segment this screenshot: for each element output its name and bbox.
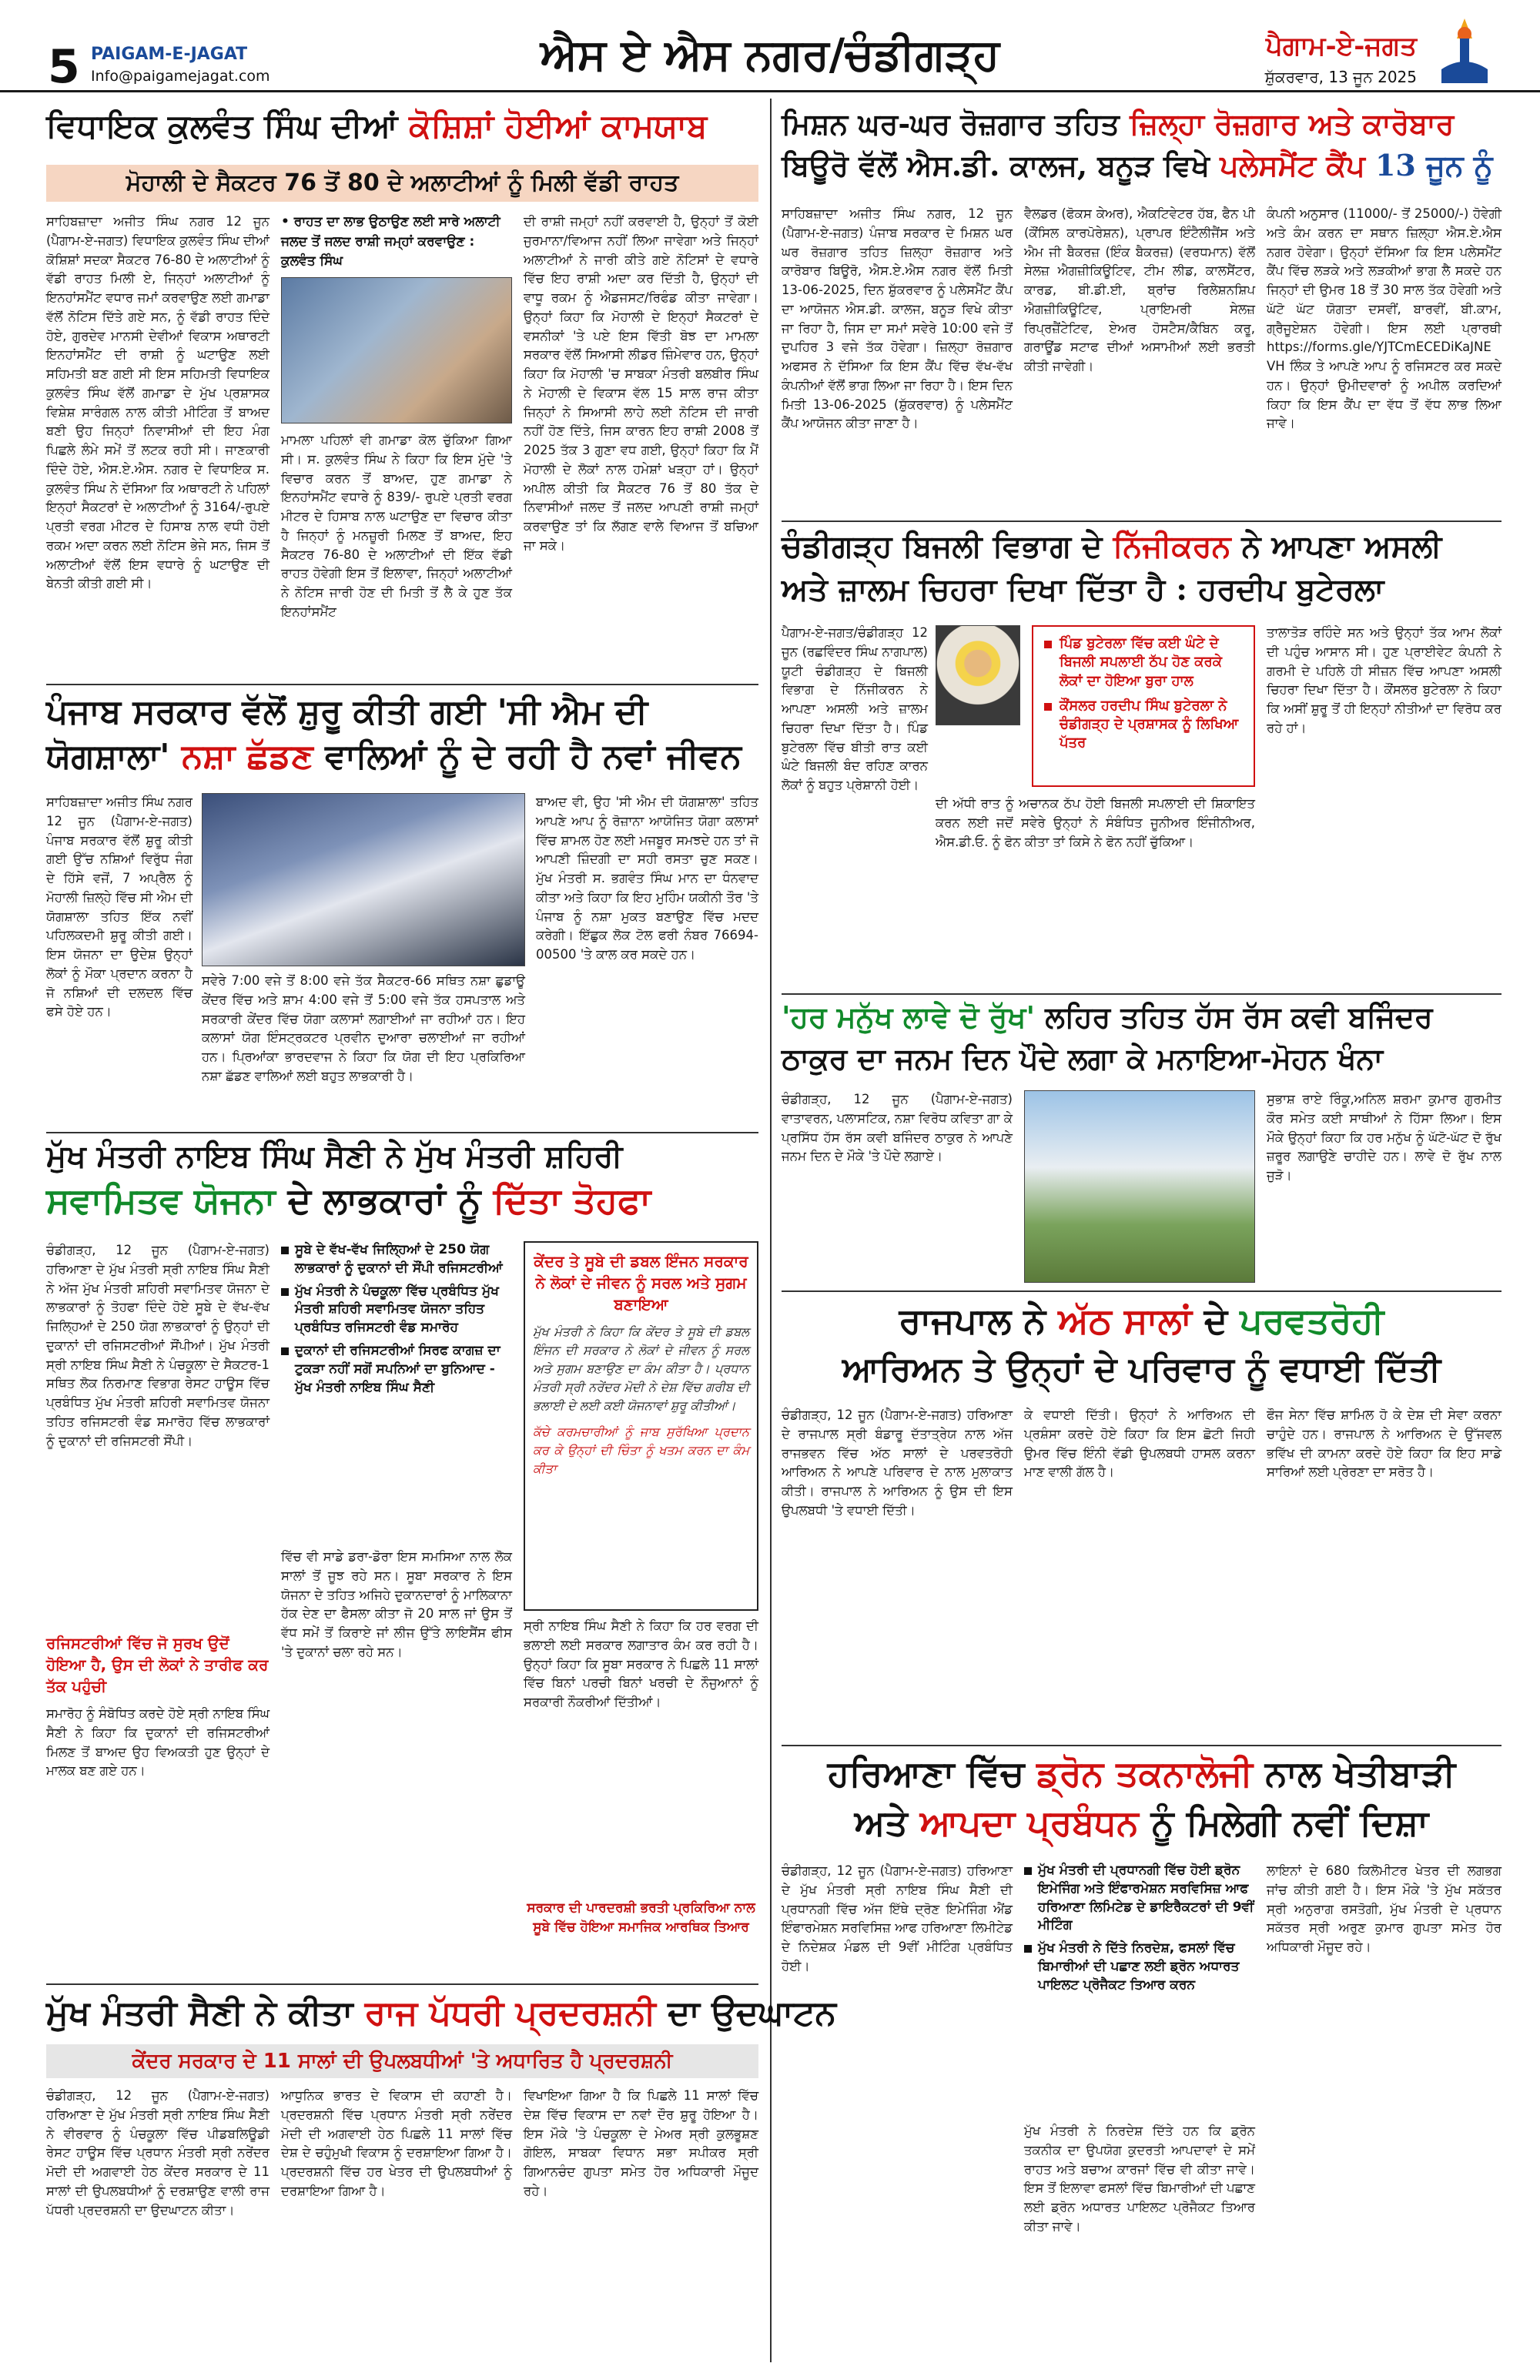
a3-col2: ਵਿੱਚ ਵੀ ਸਾਡੇ ਡਰਾ-ਡੋਰਾ ਇਸ ਸਮਸਿਆ ਨਾਲ ਲੋਕ ਸਾਲਾਂ ਤੋਂ ਜੂਝ ਰਹੇ ਸਨ। ਸੂਬਾ ਸਰਕਾਰ ਨੇ ਇਸ ਯੋਜਨਾ ਦੇ ਤਹਿਤ ਅਜਿਹੇ ਦੁਕਾਨਦਾਰਾਂ ਨੂੰ ਮਾਲਿਕਾਨਾ ਹੱਕ ਦੇਣ ਦਾ ਫੈਸਲਾ ਕੀਤਾ ਜੋ 20 ਸਾਲ ਜਾਂ ਉਸ ਤੋਂ ਵੱਧ ਸਮੇਂ ਤੋਂ ਕਿਰਾਏ ਜਾਂ ਲੀਜ ਉੱਤੇ ਲਾਇਸੈਂਸ ਫੀਸ 'ਤੇ ਦੁਕਾਨਾਂ ਚਲਾ ਰਹੇ ਸਨ। (281, 1549, 512, 1659)
b2-callout (1032, 625, 1255, 787)
a4-col1: ਚੰਡੀਗੜ੍ਹ, 12 ਜੂਨ (ਪੈਗਾਮ-ਏ-ਜਗਤ) ਹਰਿਆਣਾ ਦੇ ਮੁੱਖ ਮੰਤਰੀ ਸ੍ਰੀ ਨਾਇਬ ਸਿੰਘ ਸੈਣੀ ਨੇ ਵੀਰਵਾਰ ਨੂੰ ਪੰਚਕੂਲਾ ਵਿੱਚ ਪੀਡਬਲਿਊਡੀ ਰੇਸਟ ਹਾਊਸ ਵਿੱਚ ਪ੍ਰਧਾਨ ਮੰਤਰੀ ਸ੍ਰੀ ਨਰੇਂਦਰ ਮੋਦੀ ਦੀ ਅਗਵਾਈ ਹੇਠ ਕੇਂਦਰ ਸਰਕਾਰ ਦੇ 11 ਸਾਲਾਂ ਦੀ ਉਪਲਬਧੀਆਂ ਨੂੰ ਦਰਸ਼ਾਉਣ ਵਾਲੀ ਰਾਜ ਪੱਧਰੀ ਪ੍ਰਦਰਸ਼ਨੀ ਦਾ ਉਦਘਾਟਨ ਕੀਤਾ। (46, 2088, 270, 2218)
b5-head2-black1: ਅਤੇ (854, 1802, 920, 1843)
a4-head-black2: ਦਾ ਉਦਘਾਟਨ (655, 1993, 837, 2033)
b2-col3: ਤਾਲਾਤੋੜ ਰਹਿੰਦੇ ਸਨ ਅਤੇ ਉਨ੍ਹਾਂ ਤੱਕ ਆਮ ਲੋਕਾਂ ਦੀ ਪਹੁੰਚ ਆਸਾਨ ਸੀ। ਹੁਣ ਪ੍ਰਾਈਵੇਟ ਕੰਪਨੀ ਨੇ ਗਰਮੀ ਦੇ ਪਹਿਲੇ ਹੀ ਸੀਜ਼ਨ ਵਿੱਚ ਆਪਣਾ ਅਸਲੀ ਚਿਹਰਾ ਦਿਖਾ ਦਿੱਤਾ ਹੈ। ਕੌਂਸਲਰ ਬੁਟੇਰਲਾ ਨੇ ਕਿਹਾ ਕਿ ਅਸੀਂ ਸ਼ੁਰੂ ਤੋਂ ਹੀ ਇਨ੍ਹਾਂ ਨੀਤੀਆਂ ਦਾ ਵਿਰੋਧ ਕਰ ਰਹੇ ਹਾਂ। (1267, 625, 1502, 735)
b5-col3: ਲਾਇਨਾਂ ਦੇ 680 ਕਿਲੋਮੀਟਰ ਖੇਤਰ ਦੀ ਲਗਭਗ ਜਾਂਚ ਕੀਤੀ ਗਈ ਹੈ। ਇਸ ਮੌਕੇ 'ਤੇ ਮੁੱਖ ਸਕੱਤਰ ਸ੍ਰੀ ਅਨੁਰਾਗ ਰਸਤੋਗੀ, ਮੁੱਖ ਮੰਤਰੀ ਦੇ ਪ੍ਰਧਾਨ ਸਕੱਤਰ ਸ੍ਰੀ ਅਰੁਣ ਕੁਮਾਰ ਗੁਪਤਾ ਸਮੇਤ ਹੋਰ ਅਧਿਕਾਰੀ ਮੌਜੂਦ ਰਹੇ। (1267, 1863, 1502, 1954)
a3-mid-box (524, 1241, 758, 1611)
b4-headline-line2: ਆਰਿਅਨ ਤੇ ਉਨ੍ਹਾਂ ਦੇ ਪਰਿਵਾਰ ਨੂੰ ਵਧਾਈ ਦਿੱਤੀ (842, 1350, 1441, 1389)
a2-headline-line2 (46, 738, 758, 775)
a3-mid-red: ਕੱਚੇ ਕਰਮਚਾਰੀਆਂ ਨੂੰ ਜਾਬ ਸੁਰੱਖਿਆ ਪ੍ਰਦਾਨ ਕਰ ਕੇ ਉਨ੍ਹਾਂ ਦੀ ਚਿੰਤਾ ਨੂੰ ਖਤਮ ਕਰਨ ਦਾ ਕੰਮ ਕੀਤਾ (533, 1424, 749, 1476)
a4-head-red: ਰਾਜ ਪੱਧਰੀ ਪ੍ਰਦਰਸ਼ਨੀ (364, 1993, 656, 2033)
b4-col1: ਚੰਡੀਗੜ੍ਹ, 12 ਜੂਨ (ਪੈਗਾਮ-ਏ-ਜਗਤ) ਹਰਿਆਣਾ ਦੇ ਰਾਜਪਾਲ ਸ੍ਰੀ ਬੰਡਾਰੂ ਦੱਤਾਤ੍ਰੇਯ ਨਾਲ ਅੱਜ ਰਾਜਭਵਨ ਵਿੱਚ ਅੱਠ ਸਾਲਾਂ ਦੇ ਪਰਵਤਰੋਹੀ ਆਰਿਅਨ ਨੇ ਆਪਣੇ ਪਰਿਵਾਰ ਦੇ ਨਾਲ ਮੁਲਾਕਾਤ ਕੀਤੀ। ਰਾਜਪਾਲ ਨੇ ਆਰਿਅਨ ਨੂੰ ਉਸ ਦੀ ਇਸ ਉਪਲਬਧੀ 'ਤੇ ਵਧਾਈ ਦਿੱਤੀ। (782, 1408, 1013, 1518)
b5-headline-line2 (782, 1803, 1502, 1843)
b2-headline-line1 (782, 530, 1502, 564)
a3-col1: ਚੰਡੀਗੜ੍ਹ, 12 ਜੂਨ (ਪੈਗਾਮ-ਏ-ਜਗਤ) ਹਰਿਆਣਾ ਦੇ ਮੁੱਖ ਮੰਤਰੀ ਸ੍ਰੀ ਨਾਇਬ ਸਿੰਘ ਸੈਣੀ ਨੇ ਅੱਜ ਮੁੱਖ ਮੰਤਰੀ ਸ਼ਹਿਰੀ ਸਵਾਮਿਤਵ ਯੋਜਨਾ ਦੇ ਲਾਭਕਾਰਾਂ ਨੂੰ ਤੋਹਫਾ ਦਿੰਦੇ ਹੋਏ ਸੂਬੇ ਦੇ ਵੱਖ-ਵੱਖ ਜਿਲ੍ਹਿਆਂ ਦੇ 250 ਯੋਗ ਲਾਭਕਾਰਾਂ ਨੂੰ ਉਨ੍ਹਾਂ ਦੀ ਦੁਕਾਨਾਂ ਦੀ ਰਜਿਸਟਰੀਆਂ ਸੌਂਪੀਆਂ। ਮੁੱਖ ਮੰਤਰੀ ਸ੍ਰੀ ਨਾਇਬ ਸਿੰਘ ਸੈਣੀ ਨੇ ਪੰਚਕੂਲਾ ਦੇ ਸੈਕਟਰ-1 ਸਥਿਤ ਲੋਕ ਨਿਰਮਾਣ ਵਿਭਾਗ ਰੇਸਟ ਹਾਊਸ ਵਿੱਚ ਪ੍ਰਬੰਧਿਤ ਮੁੱਖ ਮੰਤਰੀ ਸ਼ਹਿਰੀ ਸਵਾਮਿਤਵ ਯੋਜਨਾ ਤਹਿਤ ਰਜਿਸਟਰੀ ਵੰਡ ਸਮਾਰੋਹ ਵਿੱਚ ਲਾਭਕਾਰਾਂ ਨੂੰ ਦੁਕਾਨਾਂ ਦੀ ਰਜਿਸਟਰੀ ਸੌਂਪੀ। (46, 1243, 270, 1448)
a3-mid-head: ਕੇਂਦਰ ਤੇ ਸੂਬੇ ਦੀ ਡਬਲ ਇੰਜਨ ਸਰਕਾਰ ਨੇ ਲੋਕਾਂ ਦੇ ਜੀਵਨ ਨੂੰ ਸਰਲ ਅਤੇ ਸੁਗਮ ਬਣਾਇਆ (534, 1252, 748, 1314)
section-title: ਐਸ ਏ ਐਸ ਨਗਰ/ਚੰਡੀਗੜ੍ਹ (540, 29, 1000, 80)
b2-head-black1: ਚੰਡੀਗੜ੍ਹ ਬਿਜਲੀ ਵਿਭਾਗ ਦੇ (782, 528, 1113, 564)
a4-headline (46, 1993, 837, 2033)
b5-head2-red: ਆਪਦਾ ਪ੍ਰਬੰਧਨ (919, 1802, 1139, 1843)
email: Info@paigamejagat.com (91, 68, 270, 85)
a3-headline-line1: ਮੁੱਖ ਮੰਤਰੀ ਨਾਇਬ ਸਿੰਘ ਸੈਣੀ ਨੇ ਮੁੱਖ ਮੰਤਰੀ ਸ਼ਹਿਰੀ (46, 1138, 623, 1174)
a2-head-black1: ਯੋਗਸ਼ਾਲਾ' (46, 737, 182, 776)
a2-head-black2: ਵਾਲਿਆਂ ਨੂੰ ਦੇ ਰਹੀ ਹੈ ਨਵਾਂ ਜੀਵਨ (313, 737, 742, 776)
b5-head2-black2: ਨੂੰ ਮਿਲੇਗੀ ਨਵੀਂ ਦਿਸ਼ਾ (1138, 1802, 1429, 1843)
b3-col2: ਸੁਭਾਸ਼ ਰਾਏ ਰਿੰਕੂ,ਅਨਿਲ ਸ਼ਰਮਾ ਕੁਮਾਰ ਗੁਰਮੀਤ ਕੌਰ ਸਮੇਤ ਕਈ ਸਾਥੀਆਂ ਨੇ ਹਿੱਸਾ ਲਿਆ। ਇਸ ਮੌਕੇ ਉਨ੍ਹਾਂ ਕਿਹਾ ਕਿ ਹਰ ਮਨੁੱਖ ਨੂੰ ਘੱਟੋ-ਘੱਟ ਦੋ ਰੁੱਖ ਜ਼ਰੂਰ ਲਗਾਉਣੇ ਚਾਹੀਦੇ ਹਨ। ਲਾਵੇ ਦੋ ਰੁੱਖ ਨਾਲ ਜੁੜੋ। (1267, 1092, 1502, 1183)
a3-head-green: ਸਵਾਮਿਤਵ ਯੋਜਨਾ (46, 1180, 276, 1221)
b1-col1: ਸਾਹਿਬਜ਼ਾਦਾ ਅਜੀਤ ਸਿੰਘ ਨਗਰ, 12 ਜੂਨ (ਪੈਗਾਮ-ਏ-ਜਗਤ) ਪੰਜਾਬ ਸਰਕਾਰ ਦੇ ਮਿਸ਼ਨ ਘਰ ਘਰ ਰੋਜ਼ਗਾਰ ਤਹਿਤ ਜ਼ਿਲ੍ਹਾ ਰੋਜ਼ਗਾਰ ਅਤੇ ਕਾਰੋਬਾਰ ਬਿਊਰੋ, ਐਸ.ਏ.ਐਸ ਨਗਰ ਵੱਲੋਂ ਮਿਤੀ 13-06-2025, ਦਿਨ ਸ਼ੁੱਕਰਵਾਰ ਨੂੰ ਪਲੇਸਮੈਂਟ ਕੈਂਪ ਦਾ ਆਯੋਜਨ ਐਸ.ਡੀ. ਕਾਲਜ, ਬਨੂੜ ਵਿਖੇ ਕੀਤਾ ਜਾ ਰਿਹਾ ਹੈ, ਜਿਸ ਦਾ ਸਮਾਂ ਸਵੇਰੇ 10:00 ਵਜੇ ਤੋਂ ਦੁਪਹਿਰ 3 ਵਜੇ ਤੱਕ ਹੋਵੇਗਾ। ਜ਼ਿਲ੍ਹਾ ਰੋਜ਼ਗਾਰ ਅਫਸਰ ਨੇ ਦੱਸਿਆ ਕਿ ਇਸ ਕੈਂਪ ਵਿੱਚ ਵੱਖ-ਵੱਖ ਕੰਪਨੀਆਂ ਵੱਲੋਂ ਭਾਗ ਲਿਆ ਜਾ ਰਿਹਾ ਹੈ। ਇਸ ਦਿਨ ਮਿਤੀ 13-06-2025 (ਸ਼ੁੱਕਰਵਾਰ) ਨੂੰ ਪਲੇਸਮੈਂਟ ਕੈਂਪ ਆਯੋਜਨ ਕੀਤਾ ਜਾਣਾ ਹੈ। (782, 206, 1013, 431)
b4-head-green: ਪਰਵਤਰੋਹੀ (1240, 1300, 1384, 1341)
b2-portrait (936, 625, 1020, 725)
a4-head-black1: ਮੁੱਖ ਮੰਤਰੀ ਸੈਣੀ ਨੇ ਕੀਤਾ (46, 1993, 365, 2033)
b5-bullet: ਮੁੱਖ ਮੰਤਰੀ ਨੇ ਦਿੱਤੇ ਨਿਰਦੇਸ਼, ਫਸਲਾਂ ਵਿੱਚ ਬਿਮਾਰੀਆਂ ਦੀ ਪਛਾਣ ਲਈ ਡ੍ਰੋਨ ਅਧਾਰਤ ਪਾਇਲਟ ਪ੍ਰੋਜੈਕਟ ਤਿਆਰ ਕਰਨ (1024, 1940, 1255, 1994)
a2-yoga-photo (202, 793, 525, 966)
b2-head-red: ਨਿੱਜੀਕਰਨ (1113, 528, 1231, 564)
b1-headline-line1 (782, 108, 1502, 141)
a1-headline (46, 108, 758, 144)
b5-col1: ਚੰਡੀਗੜ੍ਹ, 12 ਜੂਨ (ਪੈਗਾਮ-ਏ-ਜਗਤ) ਹਰਿਆਣਾ ਦੇ ਮੁੱਖ ਮੰਤਰੀ ਸ੍ਰੀ ਨਾਇਬ ਸਿੰਘ ਸੈਣੀ ਦੀ ਪ੍ਰਧਾਨਗੀ ਵਿੱਚ ਅੱਜ ਇੱਥੇ ਦ੍ਰੋਣ ਇਮੇਜਿੰਗ ਐਂਡ ਇੰਫਾਰਮੇਸ਼ਨ ਸਰਵਿਸਿਜ਼ ਆਫ ਹਰਿਆਣਾ ਲਿਮੀਟੇਡ ਦੇ ਨਿਦੇਸ਼ਕ ਮੰਡਲ ਦੀ 9ਵੀਂ ਮੀਟਿੰਗ ਪ੍ਰਬੰਧਿਤ ਹੋਈ। (782, 1863, 1013, 1973)
b5-head-black2: ਨਾਲ ਖੇਤੀਬਾੜੀ (1253, 1752, 1456, 1794)
a3-bullet: ਮੁੱਖ ਮੰਤਰੀ ਨੇ ਪੰਚਕੂਲਾ ਵਿੱਚ ਪ੍ਰਬੰਧਿਤ ਮੁੱਖ ਮੰਤਰੀ ਸ਼ਹਿਰੀ ਸਵਾਮਿਤਵ ਯੋਜਨਾ ਤਹਿਤ ਪ੍ਰਬੰਧਿਤ ਰਜਿਸਟਰੀ ਵੰਡ ਸਮਾਰੋਹ (281, 1283, 512, 1337)
paper-name: PAIGAM-E-JAGAT (91, 45, 248, 64)
torch-logo-icon (1434, 15, 1495, 86)
a3-bullet: ਦੁਕਾਨਾਂ ਦੀ ਰਜਿਸਟਰੀਆਂ ਸਿਰਫ ਕਾਗਜ਼ ਦਾ ਟੁਕੜਾ ਨਹੀਂ ਸਗੋਂ ਸਪਨਿਆਂ ਦਾ ਬੁਨਿਆਦ - ਮੁੱਖ ਮੰਤਰੀ ਨਾਇਬ ਸਿੰਘ ਸੈਣੀ (281, 1342, 512, 1397)
b3-photo (1024, 1090, 1255, 1283)
a3-mid-italic: ਮੁੱਖ ਮੰਤਰੀ ਨੇ ਕਿਹਾ ਕਿ ਕੇਂਦਰ ਤੇ ਸੂਬੇ ਦੀ ਡਬਲ ਇੰਜਨ ਦੀ ਸਰਕਾਰ ਨੇ ਲੋਕਾਂ ਦੇ ਜੀਵਨ ਨੂੰ ਸਰਲ ਅਤੇ ਸੁਗਮ ਬਣਾਉਣ ਦਾ ਕੰਮ ਕੀਤਾ ਹੈ। ਪ੍ਰਧਾਨ ਮੰਤਰੀ ਸ੍ਰੀ ਨਰੇਂਦਰ ਮੋਦੀ ਨੇ ਦੇਸ਼ ਵਿੱਚ ਗਰੀਬ ਦੀ ਭਲਾਈ ਦੇ ਲਈ ਕਈ ਯੋਜਨਾਵਾਂ ਸ਼ੁਰੂ ਕੀਤੀਆਂ। (533, 1324, 749, 1413)
a3-bullets (281, 1241, 512, 1541)
logo-text: ਪੈਗਾਮ-ਏ-ਜਗਤ (1265, 31, 1417, 62)
b5-col2: ਮੁੱਖ ਮੰਤਰੀ ਨੇ ਨਿਰਦੇਸ਼ ਦਿੱਤੇ ਹਨ ਕਿ ਡ੍ਰੋਨ ਤਕਨੀਕ ਦਾ ਉਪਯੋਗ ਕੁਦਰਤੀ ਆਪਦਾਵਾਂ ਦੇ ਸਮੇਂ ਰਾਹਤ ਅਤੇ ਬਚਾਅ ਕਾਰਜਾਂ ਵਿੱਚ ਵੀ ਕੀਤਾ ਜਾਵੇ। ਇਸ ਤੋਂ ਇਲਾਵਾ ਫਸਲਾਂ ਵਿੱਚ ਬਿਮਾਰੀਆਂ ਦੀ ਪਛਾਣ ਲਈ ਡ੍ਰੋਨ ਅਧਾਰਤ ਪਾਇਲਟ ਪ੍ਰੋਜੈਕਟ ਤਿਆਰ ਕੀਤਾ ਜਾਵੇ। (1024, 2124, 1255, 2234)
a2-headline-line1: ਪੰਜਾਬ ਸਰਕਾਰ ਵੱਲੋਂ ਸ਼ੁਰੂ ਕੀਤੀ ਗਈ 'ਸੀ ਐਮ ਦੀ (46, 692, 648, 731)
b5-headline-line1 (782, 1754, 1502, 1794)
a4-col3: ਵਿਖਾਇਆ ਗਿਆ ਹੈ ਕਿ ਪਿਛਲੇ 11 ਸਾਲਾਂ ਵਿੱਚ ਦੇਸ਼ ਵਿੱਚ ਵਿਕਾਸ ਦਾ ਨਵਾਂ ਦੌਰ ਸ਼ੁਰੂ ਹੋਇਆ ਹੈ। ਇਸ ਮੌਕੇ 'ਤੇ ਪੰਚਕੂਲਾ ਦੇ ਮੇਅਰ ਸ੍ਰੀ ਕੁਲਭੂਸ਼ਣ ਗੋਇਲ, ਸਾਬਕਾ ਵਿਧਾਨ ਸਭਾ ਸਪੀਕਰ ਸ੍ਰੀ ਗਿਆਨਚੰਦ ਗੁਪਤਾ ਸਮੇਤ ਹੋਰ ਅਧਿਕਾਰੀ ਮੌਜੂਦ ਰਹੇ। (524, 2088, 758, 2198)
a1-head-red: ਕੋਸ਼ਿਸ਼ਾਂ ਹੋਈਆਂ ਕਾਮਯਾਬ (409, 107, 708, 145)
a2-col1: ਸਾਹਿਬਜ਼ਾਦਾ ਅਜੀਤ ਸਿੰਘ ਨਗਰ 12 ਜੂਨ (ਪੈਗਾਮ-ਏ-ਜਗਤ) ਪੰਜਾਬ ਸਰਕਾਰ ਵੱਲੋਂ ਸ਼ੁਰੂ ਕੀਤੀ ਗਈ ਉੱਚ ਨਸ਼ਿਆਂ ਵਿਰੁੱਧ ਜੰਗ ਦੇ ਹਿੱਸੇ ਵਜੋਂ, 7 ਅਪ੍ਰੈਲ ਨੂੰ ਮੋਹਾਲੀ ਜ਼ਿਲ੍ਹੇ ਵਿੱਚ ਸੀ ਐਮ ਦੀ ਯੋਗਸ਼ਾਲਾ ਤਹਿਤ ਇੱਕ ਨਵੀਂ ਪਹਿਲਕਦਮੀ ਸ਼ੁਰੂ ਕੀਤੀ ਗਈ। ਇਸ ਯੋਜਨਾ ਦਾ ਉਦੇਸ਼ ਉਨ੍ਹਾਂ ਲੋਕਾਂ ਨੂੰ ਮੌਕਾ ਪ੍ਰਦਾਨ ਕਰਨਾ ਹੈ ਜੋ ਨਸ਼ਿਆਂ ਦੀ ਦਲਦਲ ਵਿੱਚ ਫਸੇ ਹੋਏ ਹਨ। (46, 795, 192, 1019)
a1-col3: ਦੀ ਰਾਸ਼ੀ ਜਮ੍ਹਾਂ ਨਹੀਂ ਕਰਵਾਈ ਹੈ, ਉਨ੍ਹਾਂ ਤੋਂ ਕੋਈ ਜੁਰਮਾਨਾ/ਵਿਆਜ ਨਹੀਂ ਲਿਆ ਜਾਵੇਗਾ ਅਤੇ ਜਿਨ੍ਹਾਂ ਅਲਾਟੀਆਂ ਨੇ ਜਾਰੀ ਕੀਤੇ ਗਏ ਨੋਟਿਸਾਂ ਦੇ ਵਧਾਰੇ ਵਿੱਚ ਇਹ ਰਾਸ਼ੀ ਅਦਾ ਕਰ ਦਿੱਤੀ ਹੈ, ਉਨ੍ਹਾਂ ਦੀ ਵਾਧੂ ਰਕਮ ਨੂੰ ਐਡਜਸਟ/ਰਿਫੰਡ ਕੀਤਾ ਜਾਵੇਗਾ। ਉਨ੍ਹਾਂ ਕਿਹਾ ਕਿ ਮੋਹਾਲੀ ਦੇ ਇਨ੍ਹਾਂ ਸੈਕਟਰਾਂ ਦੇ ਵਸਨੀਕਾਂ 'ਤੇ ਪਏ ਇਸ ਵਿੱਤੀ ਬੋਝ ਦਾ ਮਾਮਲਾ ਸਰਕਾਰ ਵੱਲੋਂ ਸਿਆਸੀ ਲੀਡਰ ਜ਼ਿੰਮੇਵਾਰ ਹਨ, ਉਨ੍ਹਾਂ ਕਿਹਾ ਕਿ ਮੋਹਾਲੀ 'ਚ ਸਾਬਕਾ ਮੰਤਰੀ ਬਲਬੀਰ ਸਿੰਘ ਨੇ ਮੋਹਾਲੀ ਦੇ ਵਿਕਾਸ ਵੱਲ 15 ਸਾਲ ਰਾਜ ਕੀਤਾ ਜਿਨ੍ਹਾਂ ਨੇ ਸਿਆਸੀ ਲਾਹੇ ਲਈ ਨੋਟਿਸ ਦੀ ਜਾਰੀ ਨਹੀਂ ਹੋਣ ਦਿੱਤੇ, ਜਿਸ ਕਾਰਨ ਇਹ ਰਾਸ਼ੀ 2008 ਤੋਂ 2025 ਤੱਕ 3 ਗੁਣਾ ਵਧ ਗਈ, ਉਨ੍ਹਾਂ ਕਿਹਾ ਕਿ ਮੈਂ ਮੋਹਾਲੀ ਦੇ ਲੋਕਾਂ ਨਾਲ ਹਮੇਸ਼ਾਂ ਖੜ੍ਹਾ ਹਾਂ। ਉਨ੍ਹਾਂ ਅਪੀਲ ਕੀਤੀ ਕਿ ਸੈਕਟਰ 76 ਤੋਂ 80 ਤੱਕ ਦੇ ਨਿਵਾਸੀਆਂ ਜਲਦ ਤੋਂ ਜਲਦ ਆਪਣੀ ਰਾਸ਼ੀ ਜਮ੍ਹਾਂ ਕਰਵਾਉਣ ਤਾਂ ਕਿ ਲੱਗਣ ਵਾਲੇ ਵਿਆਜ ਤੋਂ ਬਚਿਆ ਜਾ ਸਕੇ। (524, 214, 758, 553)
b1-headline-line2 (782, 149, 1502, 182)
b1-head2-red: ਪਲੇਸਮੈਂਟ ਕੈਂਪ (1220, 148, 1365, 182)
b3-head-black: ਲਹਿਰ ਤਹਿਤ ਹੱਸ ਰੱਸ ਕਵੀ ਬਜਿੰਦਰ (1035, 999, 1433, 1034)
a2-head-red: ਨਸ਼ਾ ਛੱਡਣ (181, 737, 313, 776)
b4-col3: ਫੌਜ ਸੇਨਾ ਵਿੱਚ ਸ਼ਾਮਿਲ ਹੋ ਕੇ ਦੇਸ਼ ਦੀ ਸੇਵਾ ਕਰਨਾ ਚਾਹੁੰਦੇ ਹਨ। ਰਾਜਪਾਲ ਨੇ ਆਰਿਅਨ ਦੇ ਉੱਜਵਲ ਭਵਿੱਖ ਦੀ ਕਾਮਨਾ ਕਰਦੇ ਹੋਏ ਕਿਹਾ ਕਿ ਇਹ ਸਾਡੇ ਸਾਰਿਆਂ ਲਈ ਪ੍ਰੇਰਣਾ ਦਾ ਸਰੋਤ ਹੈ। (1267, 1408, 1502, 1480)
page-number: 5 (48, 40, 80, 94)
b5-bullets (1024, 1862, 1255, 2116)
b2-callout-item: ਪਿੰਡ ਬੁਟੇਰਲਾ ਵਿੱਚ ਕਈ ਘੰਟੇ ਦੇ ਬਿਜਲੀ ਸਪਲਾਈ ਠੱਪ ਹੋਣ ਕਰਕੇ ਲੋਕਾਂ ਦਾ ਹੋਇਆ ਬੁਰਾ ਹਾਲ (1044, 634, 1243, 691)
a3-bullet: ਸੂਬੇ ਦੇ ਵੱਖ-ਵੱਖ ਜਿਲ੍ਹਿਆਂ ਦੇ 250 ਯੋਗ ਲਾਭਕਾਰਾਂ ਨੂੰ ਦੁਕਾਨਾਂ ਦੀ ਸੌਂਪੀ ਰਜਿਸਟਰੀਆਂ (281, 1241, 512, 1278)
b2-headline-line2: ਅਤੇ ਜ਼ਾਲਮ ਚਿਹਰਾ ਦਿਖਾ ਦਿੱਤਾ ਹੈ : ਹਰਦੀਪ ਬੁਟੇਰਲਾ (782, 571, 1384, 608)
b4-head-red: ਅੱਠ ਸਾਲਾਂ (1058, 1300, 1192, 1341)
b1-head2-blue: 13 ਜੂਨ ਨੂੰ (1364, 148, 1493, 182)
b4-head-black1: ਰਾਜਪਾਲ ਨੇ (899, 1300, 1059, 1341)
b3-headline-line1 (782, 1001, 1502, 1034)
a4-col2: ਆਧੁਨਿਕ ਭਾਰਤ ਦੇ ਵਿਕਾਸ ਦੀ ਕਹਾਣੀ ਹੈ। ਪ੍ਰਦਰਸ਼ਨੀ ਵਿੱਚ ਪ੍ਰਧਾਨ ਮੰਤਰੀ ਸ੍ਰੀ ਨਰੇਂਦਰ ਮੋਦੀ ਦੀ ਅਗਵਾਈ ਹੇਠ ਪਿਛਲੇ 11 ਸਾਲਾਂ ਵਿੱਚ ਦੇਸ਼ ਦੇ ਚਹੁੰਮੁਖੀ ਵਿਕਾਸ ਨੂੰ ਦਰਸ਼ਾਇਆ ਗਿਆ ਹੈ। ਪ੍ਰਦਰਸ਼ਨੀ ਵਿੱਚ ਹਰ ਖੇਤਰ ਦੀ ਉਪਲਬਧੀਆਂ ਨੂੰ ਦਰਸ਼ਾਇਆ ਗਿਆ ਹੈ। (281, 2088, 512, 2198)
b4-headline-line1 (782, 1301, 1502, 1341)
a1-photo (281, 277, 512, 423)
a3-quote: ਰਜਿਸਟਰੀਆਂ ਵਿੱਚ ਜੋ ਸੁਰਖ ਉਦੋਂ ਹੋਇਆ ਹੈ, ਉਸ ਦੀ ਲੋਕਾਂ ਨੇ ਤਾਰੀਫ ਕਰ ਤੱਕ ਪਹੁੰਚੀ (46, 1634, 269, 1695)
b4-head-black2: ਦੇ (1191, 1300, 1240, 1341)
a3-col1b: ਸਮਾਰੋਹ ਨੂੰ ਸੰਬੋਧਿਤ ਕਰਦੇ ਹੋਏ ਸ੍ਰੀ ਨਾਇਬ ਸਿੰਘ ਸੈਣੀ ਨੇ ਕਿਹਾ ਕਿ ਦੁਕਾਨਾਂ ਦੀ ਰਜਿਸਟਰੀਆਂ ਮਿਲਣ ਤੋਂ ਬਾਅਦ ਉਹ ਵਿਅਕਤੀ ਹੁਣ ਉਨ੍ਹਾਂ ਦੇ ਮਾਲਕ ਬਣ ਗਏ ਹਨ। (46, 1706, 270, 1779)
a1-subheadline: ਮੋਹਾਲੀ ਦੇ ਸੈਕਟਰ 76 ਤੋਂ 80 ਦੇ ਅਲਾਟੀਆਂ ਨੂੰ ਮਿਲੀ ਵੱਡੀ ਰਾਹਤ (46, 165, 758, 202)
b1-head-black: ਮਿਸ਼ਨ ਘਰ-ਘਰ ਰੋਜ਼ਗਾਰ ਤਹਿਤ (782, 106, 1130, 141)
a3-headline-line2 (46, 1181, 758, 1221)
b1-head-red: ਜ਼ਿਲ੍ਹਾ ਰੋਜ਼ਗਾਰ ਅਤੇ ਕਾਰੋਬਾਰ (1130, 106, 1455, 141)
b2-col1: ਪੈਗਾਮ-ਏ-ਜਗਤ/ਚੰਡੀਗੜ੍ਹ 12 ਜੂਨ (ਰਛਵਿੰਦਰ ਸਿੰਘ ਨਾਗਪਾਲ) ਯੂਟੀ ਚੰਡੀਗੜ੍ਹ ਦੇ ਬਿਜਲੀ ਵਿਭਾਗ ਦੇ ਨਿੱਜੀਕਰਨ ਨੇ ਆਪਣਾ ਅਸਲੀ ਅਤੇ ਜ਼ਾਲਮ ਚਿਹਰਾ ਦਿਖਾ ਦਿੱਤਾ ਹੈ। ਪਿੰਡ ਬੁਟੇਰਲਾ ਵਿੱਚ ਬੀਤੀ ਰਾਤ ਕਈ ਘੰਟੇ ਬਿਜਲੀ ਬੰਦ ਰਹਿਣ ਕਾਰਨ ਲੋਕਾਂ ਨੂੰ ਬਹੁਤ ਪ੍ਰੇਸ਼ਾਨੀ ਹੋਈ। (782, 625, 928, 792)
a3-head-black: ਦੇ ਲਾਭਕਾਰਾਂ ਨੂੰ (275, 1180, 494, 1221)
a1-box-head: • ਰਾਹਤ ਦਾ ਲਾਭ ਉਠਾਉਣ ਲਈ ਸਾਰੇ ਅਲਾਟੀ ਜਲਦ ਤੋਂ ਜਲਦ ਰਾਸ਼ੀ ਜਮ੍ਹਾਂ ਕਰਵਾਉਣ : ਕੁਲਵੰਤ ਸਿੰਘ (281, 214, 500, 269)
a2-col2: ਸਵੇਰੇ 7:00 ਵਜੇ ਤੋਂ 8:00 ਵਜੇ ਤੱਕ ਸੈਕਟਰ-66 ਸਥਿਤ ਨਸ਼ਾ ਛੁਡਾਊ ਕੇਂਦਰ ਵਿੱਚ ਅਤੇ ਸ਼ਾਮ 4:00 ਵਜੇ ਤੋਂ 5:00 ਵਜੇ ਤੱਕ ਹਸਪਤਾਲ ਅਤੇ ਸਰਕਾਰੀ ਕੇਂਦਰ ਵਿੱਚ ਯੋਗਾ ਕਲਾਸਾਂ ਲਗਾਈਆਂ ਜਾ ਰਹੀਆਂ ਹਨ। ਇਹ ਕਲਾਸਾਂ ਯੋਗ ਇੰਸਟ੍ਰਕਟਰ ਪ੍ਰਵੀਨ ਦੁਆਰਾ ਚਲਾਈਆਂ ਜਾ ਰਹੀਆਂ ਹਨ। ਪ੍ਰਿਆਂਕਾ ਭਾਰਦਵਾਜ ਨੇ ਕਿਹਾ ਕਿ ਯੋਗ ਦੀ ਇਹ ਪ੍ਰਕਿਰਿਆ ਨਸ਼ਾ ਛੱਡਣ ਵਾਲਿਆਂ ਲਈ ਬਹੁਤ ਲਾਭਕਾਰੀ ਹੈ। (202, 973, 525, 1083)
a3-head-red: ਦਿੱਤਾ ਤੋਹਫਾ (493, 1180, 651, 1221)
a4-bar: ਕੇਂਦਰ ਸਰਕਾਰ ਦੇ 11 ਸਾਲਾਂ ਦੀ ਉਪਲਬਧੀਆਂ 'ਤੇ ਅਧਾਰਿਤ ਹੈ ਪ੍ਰਦਰਸ਼ਨੀ (46, 2044, 758, 2078)
b1-col2: ਵੈਲਡਰ (ਫੋਕਸ ਕੇਅਰ), ਐਕਟਿਵੇਟਰ ਹੱਬ, ਫੈਨ ਪੀ (ਕੌਂਸਿਲ ਕਾਰਪੋਰੇਸ਼ਨ), ਪ੍ਰਾਪਰ ਇੰਟੈਲੀਜੈਂਸ ਅਤੇ ਐਮ ਜੀ ਬੈਕਰਜ਼ (ਇੰਕ ਬੈਕਰਜ਼) (ਵਰਧਮਾਨ) ਵੱਲੋਂ ਸੇਲਜ਼ ਐਗਜ਼ੀਕਿਊਟਿਵ, ਟੀਮ ਲੀਡ, ਕਾਲਸੈਂਟਰ, ਕਾਰਡ, ਬੀ.ਡੀ.ਈ, ਬ੍ਰਾਂਚ ਰਿਲੇਸ਼ਨਸ਼ਿਪ ਐਗਜ਼ੀਕਿਊਟਿਵ, ਪ੍ਰਾਇਮਰੀ ਸੇਲਜ਼ ਰਿਪ੍ਰਜ਼ੈਂਟੇਟਿਵ, ਏਅਰ ਹੋਸਟੈਸ/ਕੈਬਿਨ ਕਰੂ, ਗਰਾਊਂਡ ਸਟਾਫ ਦੀਆਂ ਅਸਾਮੀਆਂ ਲਈ ਭਰਤੀ ਕੀਤੀ ਜਾਵੇਗੀ। (1024, 206, 1255, 373)
b2-head-black2: ਨੇ ਆਪਣਾ ਅਸਲੀ (1230, 528, 1442, 564)
b5-bullet: ਮੁੱਖ ਮੰਤਰੀ ਦੀ ਪ੍ਰਧਾਨਗੀ ਵਿੱਚ ਹੋਈ ਡ੍ਰੋਨ ਇਮੇਜਿੰਗ ਅਤੇ ਇੰਫਾਰਮੇਸ਼ਨ ਸਰਵਿਸਿਜ਼ ਆਫ ਹਰਿਆਣਾ ਲਿਮਿਟੇਡ ਦੇ ਡਾਇਰੈਕਟਰਾਂ ਦੀ 9ਵੀਂ ਮੀਟਿੰਗ (1024, 1862, 1255, 1935)
b3-head-green: 'ਹਰ ਮਨੁੱਖ ਲਾਵੇ ਦੋ ਰੁੱਖ' (782, 999, 1036, 1034)
b5-head-black1: ਹਰਿਆਣਾ ਵਿੱਚ (827, 1752, 1037, 1794)
issue-date: ਸ਼ੁੱਕਰਵਾਰ, 13 ਜੂਨ 2025 (1264, 68, 1417, 86)
b3-headline-line2: ਠਾਕੁਰ ਦਾ ਜਨਮ ਦਿਨ ਪੌਦੇ ਲਗਾ ਕੇ ਮਨਾਇਆ-ਮੋਹਨ ਖੰਨਾ (782, 1041, 1384, 1076)
b1-head2-black: ਬਿਊਰੋ ਵੱਲੋਂ ਐਸ.ਡੀ. ਕਾਲਜ, ਬਨੂੜ ਵਿਖੇ (782, 148, 1220, 182)
b1-col3: ਕੰਪਨੀ ਅਨੁਸਾਰ (11000/- ਤੋਂ 25000/-) ਹੋਵੇਗੀ ਅਤੇ ਕੰਮ ਕਰਨ ਦਾ ਸਥਾਨ ਜ਼ਿਲ੍ਹਾ ਐਸ.ਏ.ਐਸ ਨਗਰ ਹੋਵੇਗਾ। ਉਨ੍ਹਾਂ ਦੱਸਿਆ ਕਿ ਇਸ ਪਲੇਸਮੈਂਟ ਕੈਂਪ ਵਿੱਚ ਲੜਕੇ ਅਤੇ ਲੜਕੀਆਂ ਭਾਗ ਲੈ ਸਕਦੇ ਹਨ ਜਿਨ੍ਹਾਂ ਦੀ ਉਮਰ 18 ਤੋਂ 30 ਸਾਲ ਤੱਕ ਹੋਵੇਗੀ ਅਤੇ ਘੱਟੋ ਘੱਟ ਯੋਗਤਾ ਦਸਵੀਂ, ਬਾਰਵੀਂ, ਬੀ.ਕਾਮ, ਗ੍ਰੈਜੂਏਸ਼ਨ ਹੋਵੇਗੀ। ਇਸ ਲਈ ਪ੍ਰਾਰਥੀ https://forms.gle/YJTCmECEDiKaJNE VH ਲਿੰਕ ਤੇ ਆਪਣੇ ਆਪ ਨੂੰ ਰਜਿਸਟਰ ਕਰ ਸਕਦੇ ਹਨ। ਉਨ੍ਹਾਂ ਉਮੀਦਵਾਰਾਂ ਨੂੰ ਅਪੀਲ ਕਰਦਿਆਂ ਕਿਹਾ ਕਿ ਇਸ ਕੈਂਪ ਦਾ ਵੱਧ ਤੋਂ ਵੱਧ ਲਾਭ ਲਿਆ ਜਾਵੇ। (1267, 206, 1502, 431)
b3-col1: ਚੰਡੀਗੜ੍ਹ, 12 ਜੂਨ (ਪੈਗਾਮ-ਏ-ਜਗਤ) ਵਾਤਾਵਰਨ, ਪਲਾਸਟਿਕ, ਨਸ਼ਾ ਵਿਰੋਧ ਕਵਿਤਾ ਗਾ ਕੇ ਪ੍ਰਸਿੱਧ ਹੱਸ ਰੱਸ ਕਵੀ ਬਜਿੰਦਰ ਠਾਕੁਰ ਨੇ ਆਪਣੇ ਜਨਮ ਦਿਨ ਦੇ ਮੌਕੇ 'ਤੇ ਪੌਦੇ ਲਗਾਏ। (782, 1092, 1013, 1164)
a3-bottom-red: ਸਰਕਾਰ ਦੀ ਪਾਰਦਰਸ਼ੀ ਭਰਤੀ ਪ੍ਰਕਿਰਿਆ ਨਾਲ ਸੂਬੇ ਵਿੱਚ ਹੋਇਆ ਸਮਾਜਿਕ ਆਰਥਿਕ ਤਿਆਰ (527, 1900, 755, 1935)
b4-col2: ਕੇ ਵਧਾਈ ਦਿੱਤੀ। ਉਨ੍ਹਾਂ ਨੇ ਆਰਿਅਨ ਦੀ ਪ੍ਰਸ਼ੰਸਾ ਕਰਦੇ ਹੋਏ ਕਿਹਾ ਕਿ ਇਸ ਛੋਟੀ ਜਿਹੀ ਉਮਰ ਵਿੱਚ ਇੰਨੀ ਵੱਡੀ ਉਪਲਬਧੀ ਹਾਸਲ ਕਰਨਾ ਮਾਣ ਵਾਲੀ ਗੱਲ ਹੈ। (1024, 1408, 1255, 1480)
b5-head-red: ਡ੍ਰੋਨ ਤਕਨਾਲੋਜੀ (1036, 1752, 1254, 1794)
b2-col2: ਦੀ ਅੱਧੀ ਰਾਤ ਨੂੰ ਅਚਾਨਕ ਠੱਪ ਹੋਈ ਬਿਜਲੀ ਸਪਲਾਈ ਦੀ ਸ਼ਿਕਾਇਤ ਕਰਨ ਲਈ ਜਦੋਂ ਸਵੇਰੇ ਉਨ੍ਹਾਂ ਨੇ ਸੰਬੰਧਿਤ ਜੂਨੀਅਰ ਇੰਜੀਨੀਅਰ, ਐਸ.ਡੀ.ਓ. ਨੂੰ ਫੋਨ ਕੀਤਾ ਤਾਂ ਕਿਸੇ ਨੇ ਫੋਨ ਨਹੀਂ ਚੁੱਕਿਆ। (936, 796, 1255, 849)
a2-col3: ਬਾਅਦ ਵੀ, ਉਹ 'ਸੀ ਐਮ ਦੀ ਯੋਗਸ਼ਾਲਾ' ਤਹਿਤ ਆਪਣੇ ਆਪ ਨੂੰ ਰੋਜ਼ਾਨਾ ਆਯੋਜਿਤ ਯੋਗਾ ਕਲਾਸਾਂ ਵਿੱਚ ਸ਼ਾਮਲ ਹੋਣ ਲਈ ਮਜਬੂਰ ਸਮਝਦੇ ਹਨ ਤਾਂ ਜੋ ਆਪਣੀ ਜ਼ਿੰਦਗੀ ਦਾ ਸਹੀ ਰਸਤਾ ਚੁਣ ਸਕਣ। ਮੁੱਖ ਮੰਤਰੀ ਸ. ਭਗਵੰਤ ਸਿੰਘ ਮਾਨ ਦਾ ਧੰਨਵਾਦ ਕੀਤਾ ਅਤੇ ਕਿਹਾ ਕਿ ਇਹ ਮੁਹਿੰਮ ਯਕੀਨੀ ਤੌਰ 'ਤੇ ਪੰਜਾਬ ਨੂੰ ਨਸ਼ਾ ਮੁਕਤ ਬਣਾਉਣ ਵਿੱਚ ਮਦਦ ਕਰੇਗੀ। ਇੱਛੁਕ ਲੋਕ ਟੋਲ ਫਰੀ ਨੰਬਰ 76694-00500 'ਤੇ ਕਾਲ ਕਰ ਸਕਦੇ ਹਨ। (536, 795, 758, 962)
a3-col3: ਸ੍ਰੀ ਨਾਇਬ ਸਿੰਘ ਸੈਣੀ ਨੇ ਕਿਹਾ ਕਿ ਹਰ ਵਰਗ ਦੀ ਭਲਾਈ ਲਈ ਸਰਕਾਰ ਲਗਾਤਾਰ ਕੰਮ ਕਰ ਰਹੀ ਹੈ। ਉਨ੍ਹਾਂ ਕਿਹਾ ਕਿ ਸੂਬਾ ਸਰਕਾਰ ਨੇ ਪਿਛਲੇ 11 ਸਾਲਾਂ ਵਿੱਚ ਬਿਨਾਂ ਪਰਚੀ ਬਿਨਾਂ ਖਰਚੀ ਦੇ ਨੌਜੁਆਨਾਂ ਨੂੰ ਸਰਕਾਰੀ ਨੌਕਰੀਆਂ ਦਿੱਤੀਆਂ। (524, 1618, 758, 1709)
a1-head-black: ਵਿਧਾਇਕ ਕੁਲਵੰਤ ਸਿੰਘ ਦੀਆਂ (46, 107, 410, 145)
a1-col2: ਮਾਮਲਾ ਪਹਿਲਾਂ ਵੀ ਗਮਾਡਾ ਕੋਲ ਚੁੱਕਿਆ ਗਿਆ ਸੀ। ਸ. ਕੁਲਵੰਤ ਸਿੰਘ ਨੇ ਕਿਹਾ ਕਿ ਇਸ ਮੁੱਦੇ 'ਤੇ ਵਿਚਾਰ ਕਰਨ ਤੋਂ ਬਾਅਦ, ਹੁਣ ਗਮਾਡਾ ਨੇ ਇਨਹਾਂਸਮੈਂਟ ਵਧਾਰੇ ਨੂੰ 839/- ਰੁਪਏ ਪ੍ਰਤੀ ਵਰਗ ਮੀਟਰ ਦੇ ਹਿਸਾਬ ਨਾਲ ਘਟਾਉਣ ਦਾ ਵਿਚਾਰ ਕੀਤਾ ਹੈ ਜਿਨ੍ਹਾਂ ਨੂੰ ਮਨਜ਼ੂਰੀ ਮਿਲਣ ਤੋਂ ਬਾਅਦ, ਇਹ ਸੈਕਟਰ 76-80 ਦੇ ਅਲਾਟੀਆਂ ਦੀ ਇੱਕ ਵੱਡੀ ਰਾਹਤ ਹੋਵੇਗੀ ਇਸ ਤੋਂ ਇਲਾਵਾ, ਜਿਨ੍ਹਾਂ ਅਲਾਟੀਆਂ ਨੇ ਨੋਟਿਸ ਜਾਰੀ ਹੋਣ ਦੀ ਮਿਤੀ ਤੋਂ ਲੈ ਕੇ ਹੁਣ ਤੱਕ ਇਨਹਾਂਸਮੈਂਟ (281, 433, 512, 619)
a1-col1: ਸਾਹਿਬਜ਼ਾਦਾ ਅਜੀਤ ਸਿੰਘ ਨਗਰ 12 ਜੂਨ (ਪੈਗਾਮ-ਏ-ਜਗਤ) ਵਿਧਾਇਕ ਕੁਲਵੰਤ ਸਿੰਘ ਦੀਆਂ ਕੋਸ਼ਿਸ਼ਾਂ ਸਦਕਾ ਸੈਕਟਰ 76-80 ਦੇ ਅਲਾਟੀਆਂ ਨੂੰ ਵੱਡੀ ਰਾਹਤ ਮਿਲੀ ਏ, ਜਿਨ੍ਹਾਂ ਅਲਾਟੀਆਂ ਨੂੰ ਇਨਹਾਂਸਮੈਂਟ ਵਧਾਰ ਜਮਾਂ ਕਰਵਾਉਣ ਲਈ ਗਮਾਡਾ ਵੱਲੋਂ ਨੋਟਿਸ ਦਿੱਤੇ ਗਏ ਸਨ, ਨੂੰ ਵੱਡੀ ਰਾਹਤ ਦਿੰਦੇ ਹੋਏ, ਗੁਰਦੇਵ ਮਾਨਸੀ ਦੇਵੀਆਂ ਵਿਕਾਸ ਅਥਾਰਟੀ ਇਨਹਾਂਸਮੈਂਟ ਦੀ ਰਾਸ਼ੀ ਨੂੰ ਘਟਾਉਣ ਲਈ ਸਹਿਮਤੀ ਬਣ ਗਈ ਸੀ ਇਸ ਸਹਿਮਤੀ ਵਿਧਾਇਕ ਕੁਲਵੰਤ ਸਿੰਘ ਵੱਲੋਂ ਗਮਾਡਾ ਦੇ ਮੁੱਖ ਪ੍ਰਸ਼ਾਸਕ ਵਿਸ਼ੇਸ਼ ਸਾਰੰਗਲ ਨਾਲ ਕੀਤੀ ਮੀਟਿੰਗ ਤੋਂ ਬਾਅਦ ਬਣੀ ਉਹ ਜਿਨ੍ਹਾਂ ਨਿਵਾਸੀਆਂ ਦੀ ਇਹ ਮੰਗ ਪਿਛਲੇ ਲੰਮੇ ਸਮੇਂ ਤੋਂ ਲਟਕ ਰਹੀ ਸੀ। ਜਾਣਕਾਰੀ ਦਿੰਦੇ ਹੋਏ, ਐਸ.ਏ.ਐਸ. ਨਗਰ ਦੇ ਵਿਧਾਇਕ ਸ. ਕੁਲਵੰਤ ਸਿੰਘ ਨੇ ਦੱਸਿਆ ਕਿ ਅਥਾਰਟੀ ਨੇ ਪਹਿਲਾਂ ਇਨ੍ਹਾਂ ਸੈਕਟਰਾਂ ਦੇ ਅਲਾਟੀਆਂ ਨੂੰ 3164/-ਰੁਪਏ ਪ੍ਰਤੀ ਵਰਗ ਮੀਟਰ ਦੇ ਹਿਸਾਬ ਨਾਲ ਵਧੀ ਹੋਈ ਰਕਮ ਅਦਾ ਕਰਨ ਲਈ ਨੋਟਿਸ ਭੇਜੇ ਸਨ, ਜਿਸ ਤੋਂ ਅਲਾਟੀਆਂ ਵੱਲੋਂ ਇਸ ਵਧਾਰੇ ਨੂੰ ਘਟਾਉਣ ਦੀ ਬੇਨਤੀ ਕੀਤੀ ਗਈ ਸੀ। (46, 214, 270, 591)
masthead (0, 0, 1540, 92)
b2-callout-item: ਕੌਂਸਲਰ ਹਰਦੀਪ ਸਿੰਘ ਬੁਟੇਰਲਾ ਨੇ ਚੰਡੀਗੜ੍ਹ ਦੇ ਪ੍ਰਸ਼ਾਸਕ ਨੂੰ ਲਿਖਿਆ ਪੱਤਰ (1044, 697, 1243, 753)
